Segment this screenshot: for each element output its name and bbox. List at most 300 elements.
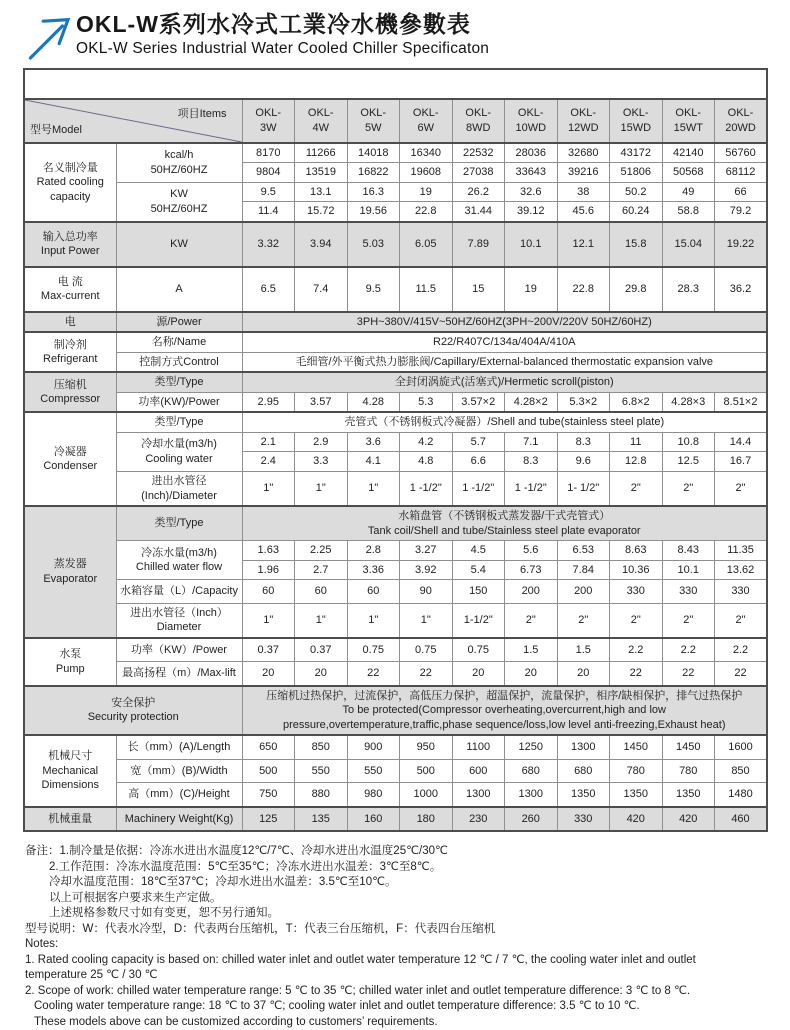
value-cell: 5.03 (347, 222, 400, 267)
row-item: KW 50HZ/60HZ (116, 182, 242, 222)
value-cell: 3.57×2 (452, 392, 505, 412)
value-cell: 3.92 (400, 560, 453, 580)
value-cell: 42140 (662, 143, 715, 163)
value-cell: 1.96 (242, 560, 295, 580)
value-cell: 45.6 (557, 202, 610, 222)
table-row (24, 267, 767, 312)
row-category: 机械尺寸 Mechanical Dimensions (24, 735, 116, 807)
row-category: 电 (24, 312, 116, 333)
model-header: OKL- 10WD (505, 99, 558, 143)
row-item: 冷冻水量(m3/h) Chilled water flow (116, 541, 242, 580)
row-item: A (116, 267, 242, 312)
value-cell: 19.22 (715, 222, 768, 267)
value-cell: 15.8 (610, 222, 663, 267)
value-cell: 9804 (242, 163, 295, 183)
value-cell: 10.8 (662, 432, 715, 452)
value-cell: 3.36 (347, 560, 400, 580)
model-header: OKL- 5W (347, 99, 400, 143)
value-cell: 750 (242, 783, 295, 807)
table-row (24, 541, 767, 561)
spec-table (23, 68, 768, 832)
value-cell: 200 (557, 580, 610, 604)
value-cell: 135 (295, 807, 348, 832)
value-cell: 4.2 (400, 432, 453, 452)
value-cell: 16.7 (715, 452, 768, 472)
arrow-logo-icon (24, 12, 72, 64)
model-header: OKL- 8WD (452, 99, 505, 143)
value-cell: 5.3 (400, 392, 453, 412)
value-cell: 1300 (557, 735, 610, 759)
spec-table-title: OKL-W系列水冷式工业冷水机参数表 (24, 69, 767, 99)
value-cell: 1.63 (242, 541, 295, 561)
table-row (24, 472, 767, 507)
table-row (24, 662, 767, 686)
value-cell: 1000 (400, 783, 453, 807)
row-item: 功率(KW)/Power (116, 392, 242, 412)
value-cell: 2.2 (662, 638, 715, 662)
value-cell: 780 (662, 759, 715, 783)
note-line: 2. Scope of work: chilled water temperature range: 5 ℃ to 35 ℃; chilled water inlet and outlet temperature difference: 3 ℃ to 8 ℃. (25, 984, 691, 997)
value-cell: 230 (452, 807, 505, 832)
note-line: 1. Rated cooling capacity is based on: chilled water inlet and outlet water temperature 12 ℃ / 7 ℃, the cooling water inlet and outlet (25, 953, 696, 966)
value-cell: 4.28×2 (505, 392, 558, 412)
value-cell: 90 (400, 580, 453, 604)
value-cell: 2" (505, 603, 558, 638)
value-cell: 1" (295, 603, 348, 638)
value-cell: 22 (400, 662, 453, 686)
value-cell: 10.36 (610, 560, 663, 580)
value-cell: 950 (400, 735, 453, 759)
row-item: 名称/Name (116, 332, 242, 352)
value-cell: 12.8 (610, 452, 663, 472)
value-cell: 7.89 (452, 222, 505, 267)
row-item: KW (116, 222, 242, 267)
value-cell: 11.35 (715, 541, 768, 561)
value-cell: 8.3 (505, 452, 558, 472)
value-cell: 12.1 (557, 222, 610, 267)
table-row (24, 392, 767, 412)
text-cell: 水箱盘管（不锈钢板式蒸发器/干式壳管式） Tank coil/Shell and tube/Stainless steel plate evaporator (242, 506, 767, 541)
value-cell: 2.95 (242, 392, 295, 412)
value-cell: 0.37 (295, 638, 348, 662)
value-cell: 19.56 (347, 202, 400, 222)
note-line: 以上可根据客户要求来生产定做。 (49, 891, 222, 904)
text-cell: R22/R407C/134a/404A/410A (242, 332, 767, 352)
value-cell: 9.6 (557, 452, 610, 472)
value-cell: 8.43 (662, 541, 715, 561)
table-row (24, 352, 767, 372)
value-cell: 2" (715, 472, 768, 507)
value-cell: 880 (295, 783, 348, 807)
value-cell: 20 (452, 662, 505, 686)
value-cell: 125 (242, 807, 295, 832)
value-cell: 60 (347, 580, 400, 604)
value-cell: 15 (452, 267, 505, 312)
value-cell: 1" (347, 472, 400, 507)
row-category: 机械重量 (24, 807, 116, 832)
value-cell: 680 (557, 759, 610, 783)
value-cell: 50.2 (610, 182, 663, 202)
value-cell: 6.5 (242, 267, 295, 312)
value-cell: 2" (610, 603, 663, 638)
row-category: 输入总功率 Input Power (24, 222, 116, 267)
row-item: 类型/Type (116, 506, 242, 541)
text-cell: 3PH~380V/415V~50HZ/60HZ(3PH~200V/220V 50HZ/60HZ) (242, 312, 767, 333)
value-cell: 27038 (452, 163, 505, 183)
value-cell: 32.6 (505, 182, 558, 202)
value-cell: 460 (715, 807, 768, 832)
value-cell: 2.25 (295, 541, 348, 561)
note-line: 型号说明：W：代表水冷型，D：代表两台压缩机，T：代表三台压缩机，F：代表四台压缩机 (25, 922, 496, 935)
value-cell: 13.62 (715, 560, 768, 580)
value-cell: 36.2 (715, 267, 768, 312)
value-cell: 19 (400, 182, 453, 202)
value-cell: 28036 (505, 143, 558, 163)
value-cell: 500 (242, 759, 295, 783)
value-cell: 1" (347, 603, 400, 638)
value-cell: 32680 (557, 143, 610, 163)
row-item: kcal/h 50HZ/60HZ (116, 143, 242, 183)
value-cell: 7.4 (295, 267, 348, 312)
row-item: 源/Power (116, 312, 242, 333)
value-cell: 20 (295, 662, 348, 686)
value-cell: 180 (400, 807, 453, 832)
value-cell: 650 (242, 735, 295, 759)
value-cell: 28.3 (662, 267, 715, 312)
value-cell: 2.2 (715, 638, 768, 662)
value-cell: 1250 (505, 735, 558, 759)
value-cell: 1350 (610, 783, 663, 807)
value-cell: 2.8 (347, 541, 400, 561)
table-row (24, 182, 767, 202)
value-cell: 31.44 (452, 202, 505, 222)
value-cell: 11.4 (242, 202, 295, 222)
row-item: 最高扬程（m）/Max-lift (116, 662, 242, 686)
value-cell: 3.57 (295, 392, 348, 412)
value-cell: 850 (715, 759, 768, 783)
value-cell: 5.7 (452, 432, 505, 452)
value-cell: 19608 (400, 163, 453, 183)
value-cell: 22532 (452, 143, 505, 163)
value-cell: 330 (557, 807, 610, 832)
value-cell: 1" (400, 603, 453, 638)
page-subtitle: OKL-W Series Industrial Water Cooled Chiller Specificaton (76, 39, 490, 57)
value-cell: 330 (715, 580, 768, 604)
value-cell: 160 (347, 807, 400, 832)
text-cell: 壳管式（不锈钢板式冷凝器）/Shell and tube(stainless steel plate) (242, 412, 767, 432)
value-cell: 58.8 (662, 202, 715, 222)
value-cell: 330 (610, 580, 663, 604)
value-cell: 2" (557, 603, 610, 638)
table-row (24, 372, 767, 392)
value-cell: 420 (662, 807, 715, 832)
row-category: 名义制冷量 Rated cooling capacity (24, 143, 116, 222)
value-cell: 39.12 (505, 202, 558, 222)
note-line: Cooling water temperature range: 18 ℃ to 37 ℃; cooling water inlet and outlet temperature difference: 3.5 ℃ to 10 ℃. (34, 1000, 640, 1013)
value-cell: 16822 (347, 163, 400, 183)
value-cell: 6.8×2 (610, 392, 663, 412)
table-row (24, 143, 767, 163)
value-cell: 43172 (610, 143, 663, 163)
value-cell: 3.27 (400, 541, 453, 561)
model-header: OKL- 15WD (610, 99, 663, 143)
value-cell: 2" (715, 603, 768, 638)
value-cell: 26.2 (452, 182, 505, 202)
value-cell: 4.8 (400, 452, 453, 472)
value-cell: 60 (295, 580, 348, 604)
page-titles (76, 10, 489, 58)
value-cell: 10.1 (662, 560, 715, 580)
value-cell: 550 (295, 759, 348, 783)
value-cell: 2.9 (295, 432, 348, 452)
value-cell: 1 -1/2" (505, 472, 558, 507)
value-cell: 7.84 (557, 560, 610, 580)
row-category: 制冷剂 Refrigerant (24, 332, 116, 372)
value-cell: 22.8 (400, 202, 453, 222)
value-cell: 1.5 (505, 638, 558, 662)
value-cell: 1450 (662, 735, 715, 759)
value-cell: 3.6 (347, 432, 400, 452)
value-cell: 15.04 (662, 222, 715, 267)
page-title: OKL-W系列水冷式工業冷水機參數表 (76, 11, 471, 37)
value-cell: 20 (242, 662, 295, 686)
table-row (24, 807, 767, 832)
row-category: 蒸发器 Evaporator (24, 506, 116, 638)
value-cell: 15.72 (295, 202, 348, 222)
text-cell: 压缩机过热保护，过流保护，高低压力保护，超温保护，流量保护，相序/缺相保护，排气过热保护 To be protected(Compressor overheating,overcurrent,high and low pressure,overtemperature,traffic,phase sequence/loss,low level anti-freezing,Exhaust heat) (242, 686, 767, 736)
note-line: 2.工作范围：冷冻水温度范围：5℃至35℃；冷冻水进出水温差：3℃至8℃。 (49, 860, 442, 873)
model-header: OKL- 20WD (715, 99, 768, 143)
note-line: temperature 25 ℃ / 30 ℃ (25, 969, 158, 982)
value-cell: 22 (715, 662, 768, 686)
value-cell: 1-1/2" (452, 603, 505, 638)
value-cell: 780 (610, 759, 663, 783)
model-corner-label: 型号Model (30, 124, 82, 137)
value-cell: 20 (505, 662, 558, 686)
table-row (24, 312, 767, 333)
row-item: 控制方式Control (116, 352, 242, 372)
row-item: 水箱容量（L）/Capacity (116, 580, 242, 604)
model-header: OKL- 3W (242, 99, 295, 143)
value-cell: 5.6 (505, 541, 558, 561)
value-cell: 4.28 (347, 392, 400, 412)
value-cell: 420 (610, 807, 663, 832)
value-cell: 3.32 (242, 222, 295, 267)
value-cell: 14018 (347, 143, 400, 163)
value-cell: 0.75 (347, 638, 400, 662)
value-cell: 51806 (610, 163, 663, 183)
value-cell: 200 (505, 580, 558, 604)
value-cell: 8.51×2 (715, 392, 768, 412)
value-cell: 68112 (715, 163, 768, 183)
value-cell: 150 (452, 580, 505, 604)
value-cell: 2.4 (242, 452, 295, 472)
model-header: OKL- 6W (400, 99, 453, 143)
value-cell: 1350 (557, 783, 610, 807)
table-row (24, 735, 767, 759)
note-line: These models above can be customized according to customers’ requirements. (34, 1015, 438, 1028)
value-cell: 8.3 (557, 432, 610, 452)
value-cell: 1350 (662, 783, 715, 807)
value-cell: 4.5 (452, 541, 505, 561)
value-cell: 13519 (295, 163, 348, 183)
table-row (24, 759, 767, 783)
table-row (24, 686, 767, 736)
value-cell: 79.2 (715, 202, 768, 222)
value-cell: 1- 1/2" (557, 472, 610, 507)
value-cell: 260 (505, 807, 558, 832)
value-cell: 11266 (295, 143, 348, 163)
value-cell: 2" (610, 472, 663, 507)
value-cell: 39216 (557, 163, 610, 183)
value-cell: 1" (242, 472, 295, 507)
value-cell: 0.37 (242, 638, 295, 662)
value-cell: 330 (662, 580, 715, 604)
row-item: 宽（mm）(B)/Width (116, 759, 242, 783)
value-cell: 29.8 (610, 267, 663, 312)
value-cell: 60 (242, 580, 295, 604)
value-cell: 8.63 (610, 541, 663, 561)
value-cell: 22.8 (557, 267, 610, 312)
corner-model-items (24, 99, 242, 143)
value-cell: 1300 (452, 783, 505, 807)
page-header (0, 0, 790, 64)
row-item: 类型/Type (116, 412, 242, 432)
row-category: 压缩机 Compressor (24, 372, 116, 412)
value-cell: 49 (662, 182, 715, 202)
row-category: 电 流 Max-current (24, 267, 116, 312)
note-line: 冷却水温度范围：18℃至37℃；冷却水进出水温差：3.5℃至10℃。 (49, 876, 397, 889)
row-item: 进出水管径（Inch） Diameter (116, 603, 242, 638)
value-cell: 22 (347, 662, 400, 686)
row-item: 进出水管径 (Inch)/Diameter (116, 472, 242, 507)
value-cell: 38 (557, 182, 610, 202)
value-cell: 600 (452, 759, 505, 783)
value-cell: 14.4 (715, 432, 768, 452)
value-cell: 1 -1/2" (400, 472, 453, 507)
value-cell: 1100 (452, 735, 505, 759)
value-cell: 2.2 (610, 638, 663, 662)
row-item: 类型/Type (116, 372, 242, 392)
row-item: 高（mm）(C)/Height (116, 783, 242, 807)
value-cell: 1480 (715, 783, 768, 807)
value-cell: 1600 (715, 735, 768, 759)
value-cell: 12.5 (662, 452, 715, 472)
value-cell: 0.75 (452, 638, 505, 662)
value-cell: 6.53 (557, 541, 610, 561)
value-cell: 6.73 (505, 560, 558, 580)
model-header: OKL- 12WD (557, 99, 610, 143)
value-cell: 66 (715, 182, 768, 202)
value-cell: 500 (400, 759, 453, 783)
row-category: 安全保护 Security protection (24, 686, 242, 736)
value-cell: 19 (505, 267, 558, 312)
value-cell: 2" (662, 603, 715, 638)
table-row (24, 603, 767, 638)
row-item: Machinery Weight(Kg) (116, 807, 242, 832)
table-row (24, 506, 767, 541)
value-cell: 2" (662, 472, 715, 507)
value-cell: 8170 (242, 143, 295, 163)
value-cell: 20 (557, 662, 610, 686)
value-cell: 33643 (505, 163, 558, 183)
value-cell: 5.4 (452, 560, 505, 580)
value-cell: 16340 (400, 143, 453, 163)
value-cell: 3.3 (295, 452, 348, 472)
table-row (24, 69, 767, 99)
table-row (24, 332, 767, 352)
value-cell: 1" (295, 472, 348, 507)
table-row (24, 580, 767, 604)
table-row (24, 783, 767, 807)
value-cell: 50568 (662, 163, 715, 183)
table-row (24, 432, 767, 452)
value-cell: 9.5 (242, 182, 295, 202)
value-cell: 13.1 (295, 182, 348, 202)
value-cell: 7.1 (505, 432, 558, 452)
value-cell: 900 (347, 735, 400, 759)
notes-section (25, 844, 773, 1030)
model-header: OKL- 15WT (662, 99, 715, 143)
table-row (24, 99, 767, 143)
value-cell: 2.7 (295, 560, 348, 580)
text-cell: 全封闭涡旋式(活塞式)/Hermetic scroll(piston) (242, 372, 767, 392)
value-cell: 6.05 (400, 222, 453, 267)
value-cell: 4.1 (347, 452, 400, 472)
row-category: 水泵 Pump (24, 638, 116, 686)
spec-table-body (24, 69, 767, 831)
value-cell: 56760 (715, 143, 768, 163)
value-cell: 5.3×2 (557, 392, 610, 412)
note-line: 备注：1.制冷量是依据：冷冻水进出水温度12℃/7℃、冷却水进出水温度25℃/30℃ (25, 845, 448, 858)
value-cell: 6.6 (452, 452, 505, 472)
note-line: Notes: (25, 938, 59, 951)
value-cell: 1 -1/2" (452, 472, 505, 507)
value-cell: 980 (347, 783, 400, 807)
table-row (24, 638, 767, 662)
table-row (24, 222, 767, 267)
text-cell: 毛细管/外平衡式热力膨胀阀/Capillary/External-balanced thermostatic expansion valve (242, 352, 767, 372)
value-cell: 11.5 (400, 267, 453, 312)
value-cell: 16.3 (347, 182, 400, 202)
row-item: 冷却水量(m3/h) Cooling water (116, 432, 242, 471)
value-cell: 1" (242, 603, 295, 638)
value-cell: 11 (610, 432, 663, 452)
value-cell: 2.1 (242, 432, 295, 452)
value-cell: 9.5 (347, 267, 400, 312)
value-cell: 1.5 (557, 638, 610, 662)
value-cell: 10.1 (505, 222, 558, 267)
value-cell: 60.24 (610, 202, 663, 222)
value-cell: 3.94 (295, 222, 348, 267)
value-cell: 4.28×3 (662, 392, 715, 412)
value-cell: 1300 (505, 783, 558, 807)
row-item: 长（mm）(A)/Length (116, 735, 242, 759)
value-cell: 1450 (610, 735, 663, 759)
value-cell: 22 (610, 662, 663, 686)
note-line: 上述规格参数尺寸如有变更，恕不另行通知。 (49, 907, 279, 920)
table-row (24, 412, 767, 432)
model-header: OKL- 4W (295, 99, 348, 143)
row-item: 功率（KW）/Power (116, 638, 242, 662)
value-cell: 550 (347, 759, 400, 783)
value-cell: 0.75 (400, 638, 453, 662)
value-cell: 680 (505, 759, 558, 783)
value-cell: 22 (662, 662, 715, 686)
value-cell: 850 (295, 735, 348, 759)
items-corner-label: 项目Items (177, 107, 227, 120)
row-category: 冷凝器 Condenser (24, 412, 116, 506)
